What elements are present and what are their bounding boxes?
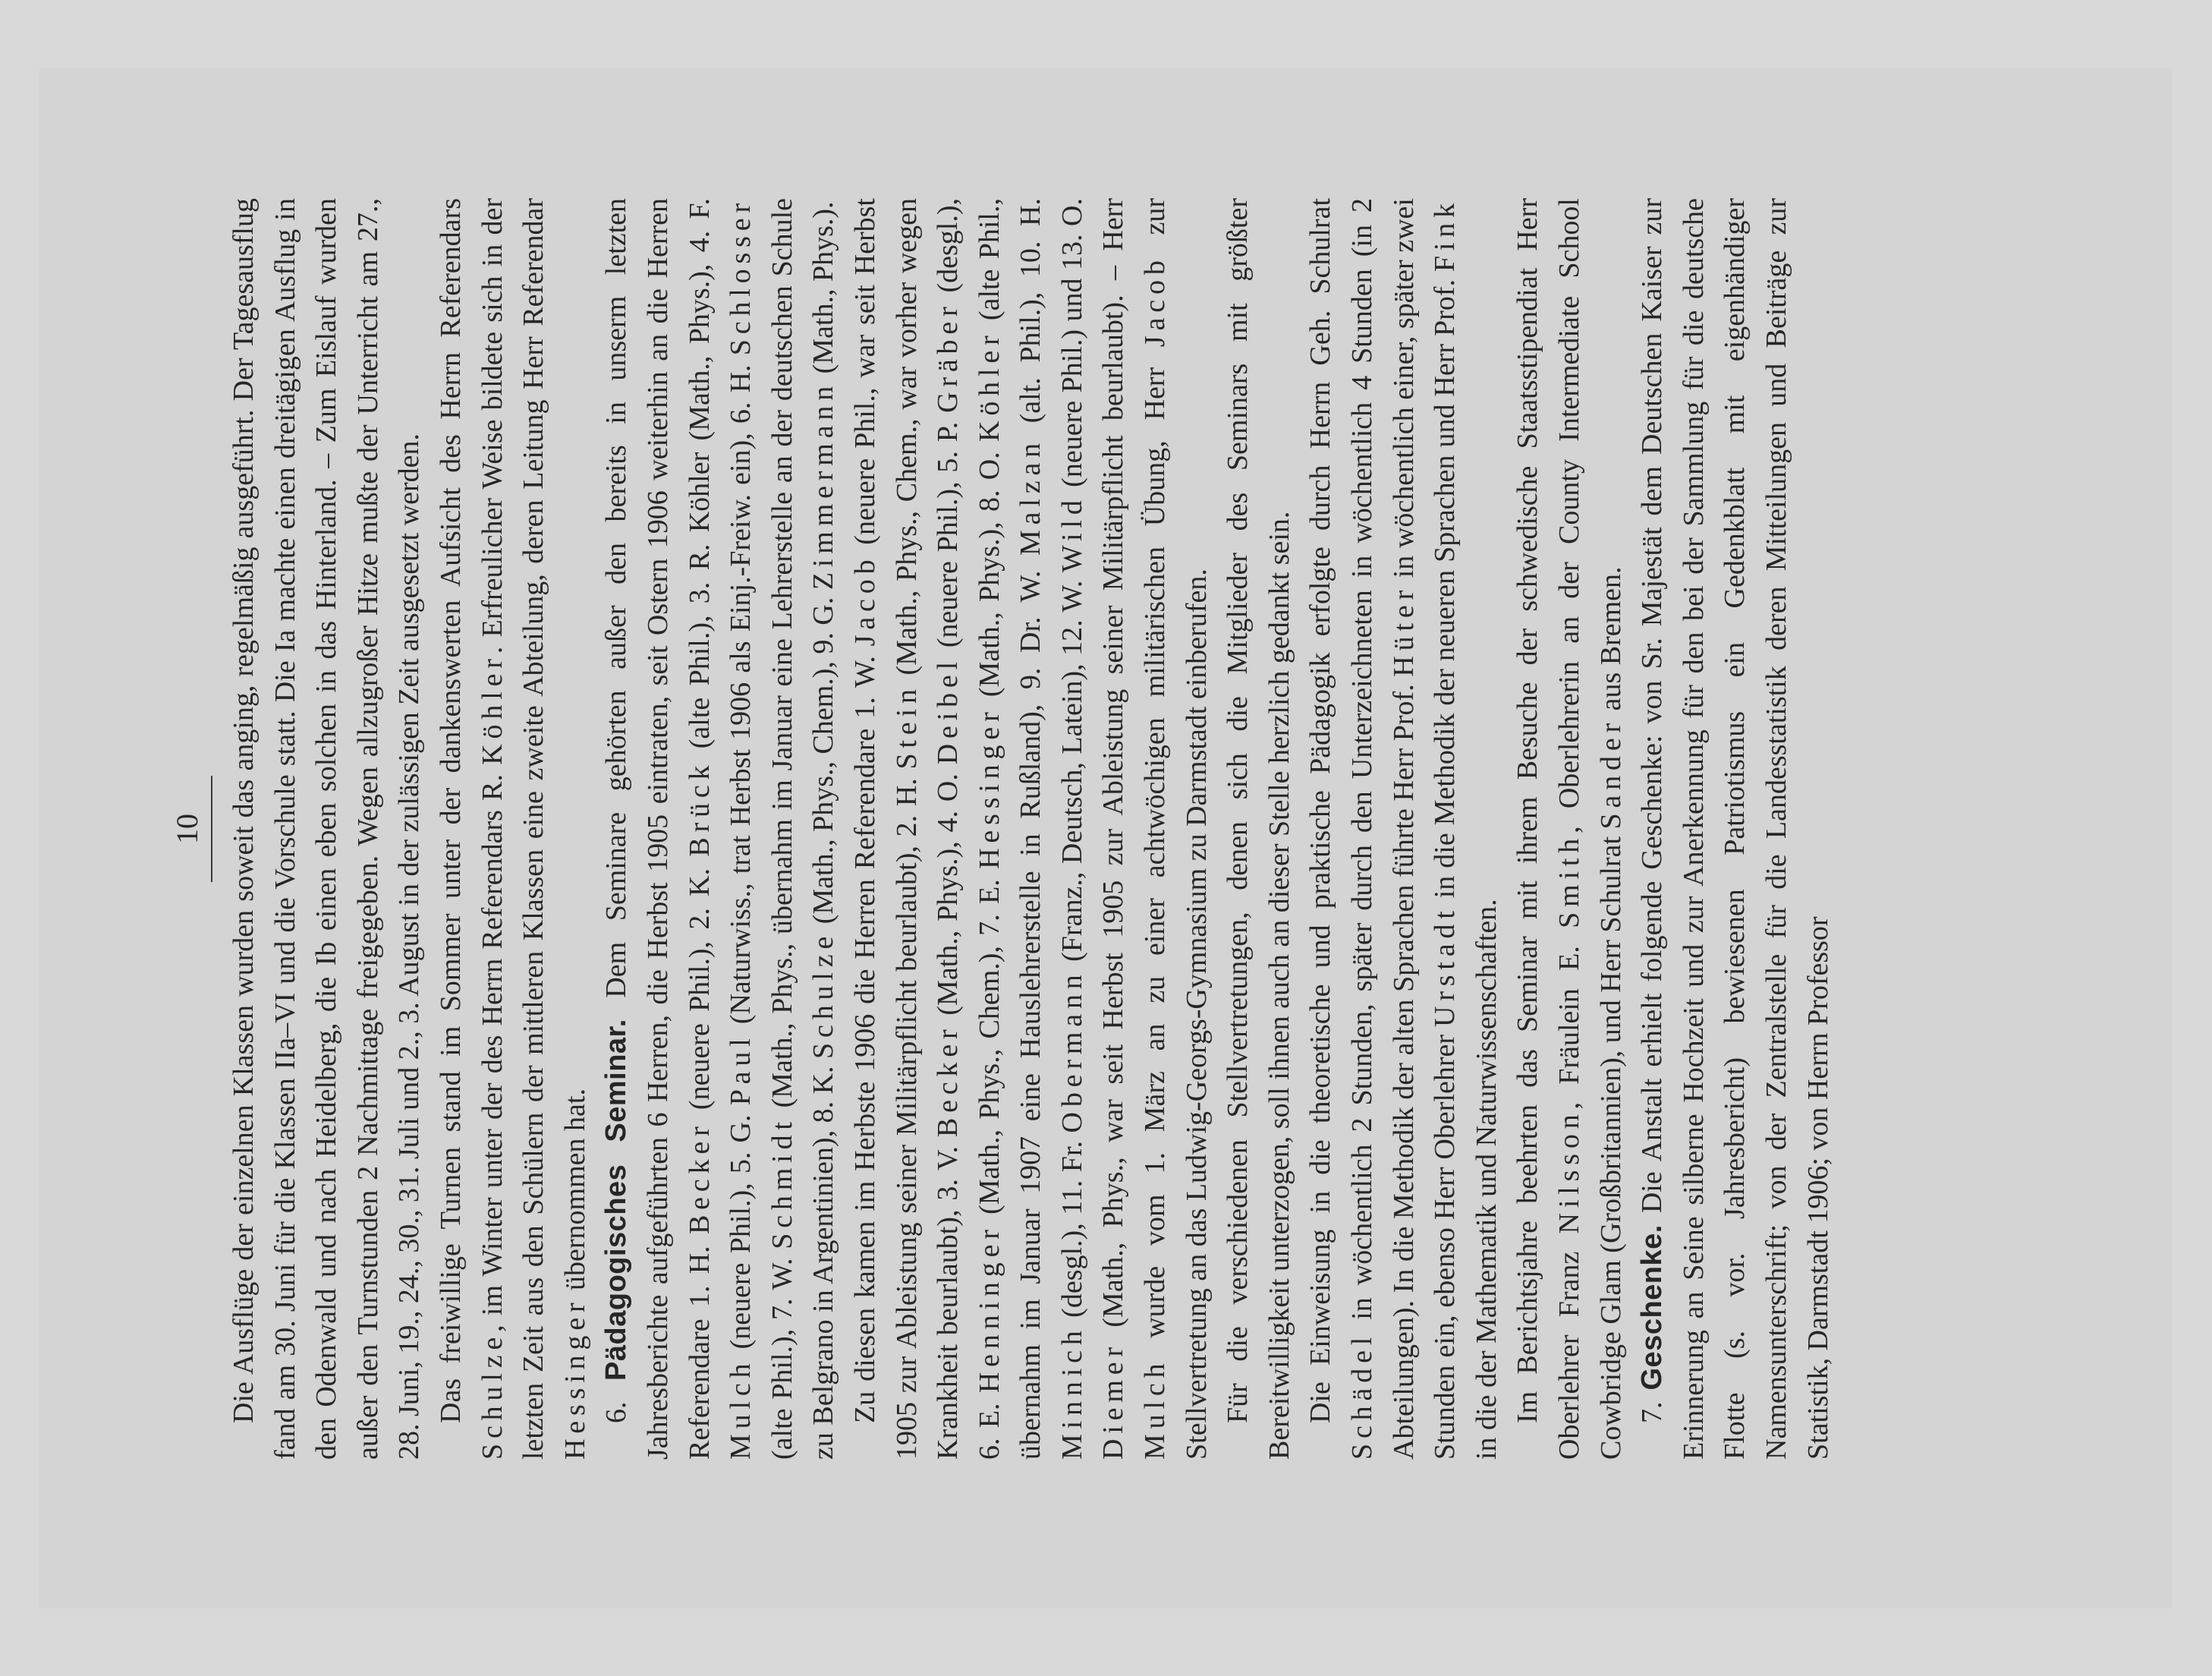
book-page (39, 68, 2172, 1608)
text-run: in wöchentlich 2 Stunden, später durch den Unterzeichneten in wöchentlich 4 Stunden (in 2 Abteilungen). In die Methodik der alten Sprachen führte Herr Prof. (1346, 198, 1420, 1460)
text-run: (Math., Phys., Chem., war vorher wegen Krankheit beurlaubt), 3. V. (890, 198, 964, 1460)
paragraph-einweisung (1300, 198, 1507, 1460)
person-name: Brück (683, 760, 716, 857)
text-run: (neuere Phil.), 5. G. (725, 1105, 757, 1359)
text-run: (Math., Phys.). (807, 201, 840, 381)
text-run: Das freiwillige Turnen stand im Sommer unter der dankenswerten Aufsicht des Herrn Referendars (434, 198, 467, 1423)
text-run: (Math., Phys., übernahm im Januar eine Lehrerstelle an der deutschen Schule zu Belgrano in Argentinien), 8. K. (766, 198, 840, 1460)
text-run: wurde vom 1. März an zu einer achtwöchigen militärischen Übung, Herr (1139, 347, 1172, 1359)
text-run: in wöchentlich einer, später zwei Stunden ein, ebenso Herr Oberlehrer (1387, 198, 1462, 1460)
person-name: Deibel (932, 656, 964, 765)
person-name: Henninger (973, 1224, 1005, 1394)
text-run: Die Ausflüge der einzelnen Klassen wurden soweit das anging, regelmäßig ausgeführt. Der Tagesausflug fand am 30. Juni für die Klassen IIa–VI und die Vorschule statt. Die Ia machte einen dreitägigen Ausflug in den Odenwald und nach Heidelberg, die Ib einen eben solchen in das Hinterland. – Zum Eislauf wurden außer den Turnstunden 2 Nachmittage freigegeben. Wegen allzugroßer Hitze mußte der Unterricht am 27., 28. Juni, 19., 24., 30., 31. Juli und 2., 3. August in der zulässigen Zeit ausgesetzt werden. (228, 198, 426, 1460)
page-number: 10 (170, 814, 204, 844)
text-run: (desgl.), 6. E. (932, 198, 1005, 1460)
person-name: Paul (725, 1033, 757, 1106)
text-run: übernommen hat. (559, 1088, 591, 1298)
person-name: Jacob (848, 554, 881, 647)
person-name: Schlosser (725, 198, 757, 356)
text-run: (Math., Phys.), 8. O. (973, 441, 1005, 707)
text-run: aus Bremen. (1594, 566, 1627, 718)
section-heading: Geschenke. (1636, 1224, 1669, 1391)
page-number-rule (211, 776, 212, 882)
person-name: Köhler (973, 330, 1005, 442)
person-name: Stein (890, 684, 923, 770)
text-run: (alte Phil.), 3. R. Köhler (Math., Phys.), 4. F. (683, 198, 716, 761)
person-name: Malzan (1015, 438, 1047, 556)
text-run: (alt. Phil.), 10. H. (1015, 198, 1047, 438)
text-run: , Oberlehrerin an der County Intermediate School Cowbridge Glam (Großbritannien), und Herr Schulrat (1553, 198, 1627, 1460)
person-name: Becker (932, 1024, 964, 1138)
person-name: Schmidt (766, 1117, 798, 1249)
person-name: Gräber (932, 301, 964, 413)
person-name: Hüter (1387, 584, 1420, 677)
text-run: (Math., Phys., war seit Herbst 1905 zur Ableistung seiner Militärpflicht beurlaubt). – Herr (1097, 198, 1130, 1343)
text-run: (Math., Phys., Chem.), 7. E. (973, 868, 1005, 1225)
text-run: 7. (1636, 1390, 1669, 1423)
paragraph-besuch (1507, 198, 1631, 1460)
person-name: Urstadt (1429, 906, 1462, 1027)
text-run: 6. (600, 1380, 633, 1423)
text-run: zur Stellvertretung an das Ludwig-Georgs-Gymnasium zu Darmstadt einberufen. (1139, 198, 1213, 1460)
text-run: Die Einweisung in die theoretische und praktische Pädagogik erfolgte durch Herrn Geh. Schulrat (1304, 198, 1337, 1423)
person-name: Diemer (1097, 1342, 1130, 1460)
text-run: (neuere Phil.) und 13. O. (1056, 198, 1088, 496)
paragraph-stellvertretungen (1217, 198, 1300, 1460)
text-run: (neuere Phil.), 2. K. (683, 856, 716, 1122)
person-name: Hessinger (559, 1297, 591, 1460)
text-run: Die Anstalt erhielt folgende Geschenke: von Sr. Majestät dem Deutschen Kaiser zur Erinnerung an Seine silberne Hochzeit und zur Anerkennung für den bei der Sammlung für die deutsche Flotte (s. vor. Jahresbericht) bewiesenen Patriotismus ein Gedenkblatt mit eigenhändiger Namensunterschrift; von der Zentralstelle für die Landesstatistik deren Mitteilungen und Beiträge zur Statistik, Darmstadt 1906; von Herrn Professor (1636, 197, 1834, 1460)
person-name: Schulze (476, 1331, 508, 1460)
person-name: Smith (1553, 833, 1585, 928)
text-run: . Erfreulicher Weise bildete sich in der letzten Zeit aus den Schülern der mittleren Klassen eine zweite Abteilung, deren Leitung Herr Referendar (476, 197, 550, 1460)
text-run: in die der Mathematik und Naturwissenschaften. (1470, 899, 1502, 1460)
text-run: Dem Seminare gehörten außer den bereits in unserm letzten Jahresberichte aufgeführten 6 Herren, die Herbst 1905 eintraten, seit Ostern 1906 weiterhin an die Herren Referendare 1. H. (600, 197, 716, 1460)
person-name: Wild (1056, 495, 1088, 573)
person-name: Fink (1429, 198, 1462, 273)
text-run: in die Methodik der neueren Sprachen und Herr Prof. (1429, 272, 1462, 906)
text-run: , Fräulein E. (1553, 928, 1585, 1110)
section-heading: Pädagogisches Seminar. (600, 1019, 633, 1381)
person-name: Köhler (476, 654, 508, 765)
person-name: Schulze (807, 931, 840, 1059)
person-name: Hessinger (973, 707, 1005, 869)
text-run: Zu diesen kamen im Herbste 1906 die Herren Referendare 1. W. (848, 646, 881, 1423)
paragraph-ausfluege (223, 198, 430, 1460)
text-run: (neuere Phil.), 5. P. (932, 412, 964, 657)
paragraph-geschenke (1631, 198, 1839, 1460)
text-run: (alte Phil.), 7. W. (766, 1249, 798, 1460)
text-run: Für die verschiedenen Stellvertretungen, denen sich die Mitglieder des Seminars mit größter Bereitwilligkeit unterzogen, soll ihnen auch an dieser Stelle herzlich gedankt sein. (1222, 198, 1295, 1460)
text-run: (Math., Phys.), 4. O. (932, 764, 964, 1025)
paragraph-turnen (430, 198, 596, 1460)
page-body (223, 198, 1839, 1460)
person-name: Schädel (1346, 1331, 1379, 1460)
person-name: Sander (1594, 717, 1627, 830)
text-run: (Franz., Deutsch, Latein), 12. W. (1056, 572, 1088, 970)
text-run: (Naturwiss., trat Herbst 1906 als Einj.-Freiw. ein), 6. H. (725, 355, 757, 1034)
person-name: Nilsson (1553, 1109, 1585, 1234)
person-name: Jacob (1139, 255, 1172, 348)
person-name: Mulch (725, 1358, 757, 1460)
paragraph-zugang (845, 198, 1217, 1460)
text-run: (neuere Phil., war seit Herbst 1905 zur Ableistung seiner Militärpflicht beurlaubt), 2. H. (848, 198, 923, 1460)
person-name: Mulch (1139, 1358, 1172, 1460)
person-name: Zimmermann (807, 380, 840, 591)
person-name: Becker (683, 1121, 716, 1235)
person-name: Obermann (1056, 969, 1088, 1133)
text-run: (desgl.), 11. Fr. (1056, 1133, 1088, 1326)
person-name: Minnich (1056, 1325, 1088, 1460)
text-run: (alte Phil., übernahm im Januar 1907 eine Hauslehrerstelle in Rußland), 9. Dr. W. (973, 198, 1047, 1460)
paragraph-seminar (596, 198, 845, 1460)
text-run: (Math., Phys., Chem.), 9. G. (807, 590, 840, 931)
text-run: , im Winter unter der des Herrn Referendars R. (476, 764, 508, 1332)
text-run: Im Berichtsjahre beehrten das Seminar mit ihrem Besuche der schwedische Staatsstipendiat Herr Oberlehrer Franz (1512, 198, 1585, 1460)
